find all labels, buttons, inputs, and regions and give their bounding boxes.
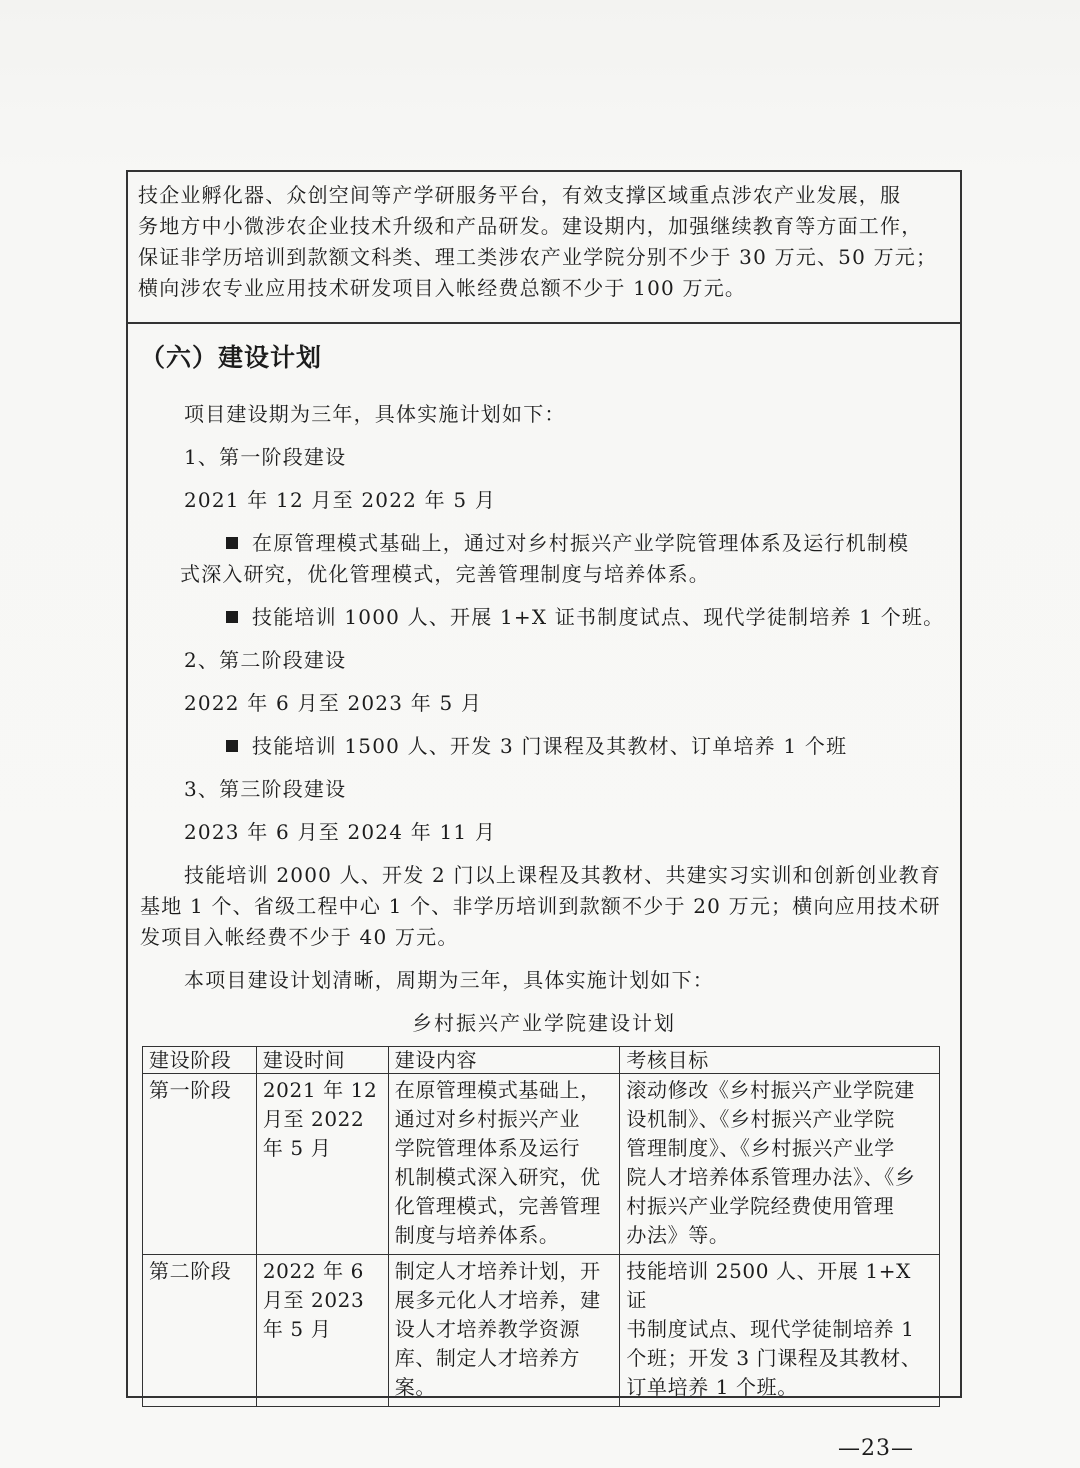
table-caption: 乡村振兴产业学院建设计划 [412,1011,676,1035]
content-cell: 在原管理模式基础上， 通过对乡村振兴产业 学院管理体系及运行 机制模式深入研究，优 化管理模式，完善管理 制度与培养体系。 [388,1074,620,1255]
phase3-heading: 3、第三阶段建设 [184,777,347,801]
phase2-period: 2022 年 6 月至 2023 年 5 月 [184,691,483,715]
phase3-period: 2023 年 6 月至 2024 年 11 月 [184,820,497,844]
time-cell: 2022 年 6 月至 2023 年 5 月 [256,1255,388,1407]
top-paragraph-line: 保证非学历培训到款额文科类、理工类涉农产业学院分别不少于 30 万元、50 万元； [138,245,938,269]
content-cell: 制定人才培养计划，开 展多元化人才培养，建 设人才培养教学资源 库、制定人才培养方 案。 [388,1255,620,1407]
header-time: 建设时间 [256,1047,388,1074]
square-bullet-icon [226,611,238,623]
time-cell: 2021 年 12 月至 2022 年 5 月 [256,1074,388,1255]
header-stage: 建设阶段 [143,1047,257,1074]
target-cell: 技能培训 2500 人、开展 1+X 证 书制度试点、现代学徒制培养 1 个班；开发 3 门课程及其教材、 订单培养 1 个班。 [620,1255,940,1407]
summary-text: 本项目建设计划清晰，周期为三年，具体实施计划如下： [184,968,714,992]
phase2-bullet1: 技能培训 1500 人、开发 3 门课程及其教材、订单培养 1 个班 [226,730,847,759]
form-frame [126,170,962,1398]
plan-table [142,1046,940,1407]
square-bullet-icon [226,740,238,752]
stage-cell: 第一阶段 [143,1074,257,1255]
square-bullet-icon [226,537,238,549]
header-target: 考核目标 [620,1047,940,1074]
phase2-heading: 2、第二阶段建设 [184,648,347,672]
phase1-heading: 1、第一阶段建设 [184,445,347,469]
stage-cell: 第二阶段 [143,1255,257,1407]
intro-text: 项目建设期为三年，具体实施计划如下： [184,402,566,426]
header-content: 建设内容 [388,1047,620,1074]
top-paragraph-line: 横向涉农专业应用技术研发项目入帐经费总额不少于 100 万元。 [138,276,747,300]
table-row [143,1074,940,1255]
phase3-paragraph: 基地 1 个、省级工程中心 1 个、非学历培训到款额不少于 20 万元；横向应用技术研 [140,894,941,918]
top-paragraph-line: 务地方中小微涉农企业技术升级和产品研发。建设期内，加强继续教育等方面工作， [138,214,923,238]
phase1-bullet1: 在原管理模式基础上，通过对乡村振兴产业学院管理体系及运行机制模 [226,527,909,556]
page-number: —23— [838,1436,914,1461]
phase3-paragraph: 发项目入帐经费不少于 40 万元。 [140,925,459,949]
phase1-bullet1-cont: 式深入研究，优化管理模式，完善管理制度与培养体系。 [180,562,710,586]
table-row [143,1255,940,1407]
top-paragraph-line: 技企业孵化器、众创空间等产学研服务平台，有效支撑区域重点涉农产业发展，服 [138,183,902,207]
phase1-period: 2021 年 12 月至 2022 年 5 月 [184,488,497,512]
section-title: （六）建设计划 [140,343,323,372]
table-header-row [143,1047,940,1074]
target-cell: 滚动修改《乡村振兴产业学院建 设机制》、《乡村振兴产业学院 管理制度》、《乡村振兴产业学 院人才培养体系管理办法》、《乡 村振兴产业学院经费使用管理 办法》等。 [620,1074,940,1255]
phase3-paragraph: 技能培训 2000 人、开发 2 门以上课程及其教材、共建实习实训和创新创业教育 [184,863,942,887]
previous-section-cell [128,172,960,324]
phase1-bullet2: 技能培训 1000 人、开展 1+X 证书制度试点、现代学徒制培养 1 个班。 [226,601,944,630]
